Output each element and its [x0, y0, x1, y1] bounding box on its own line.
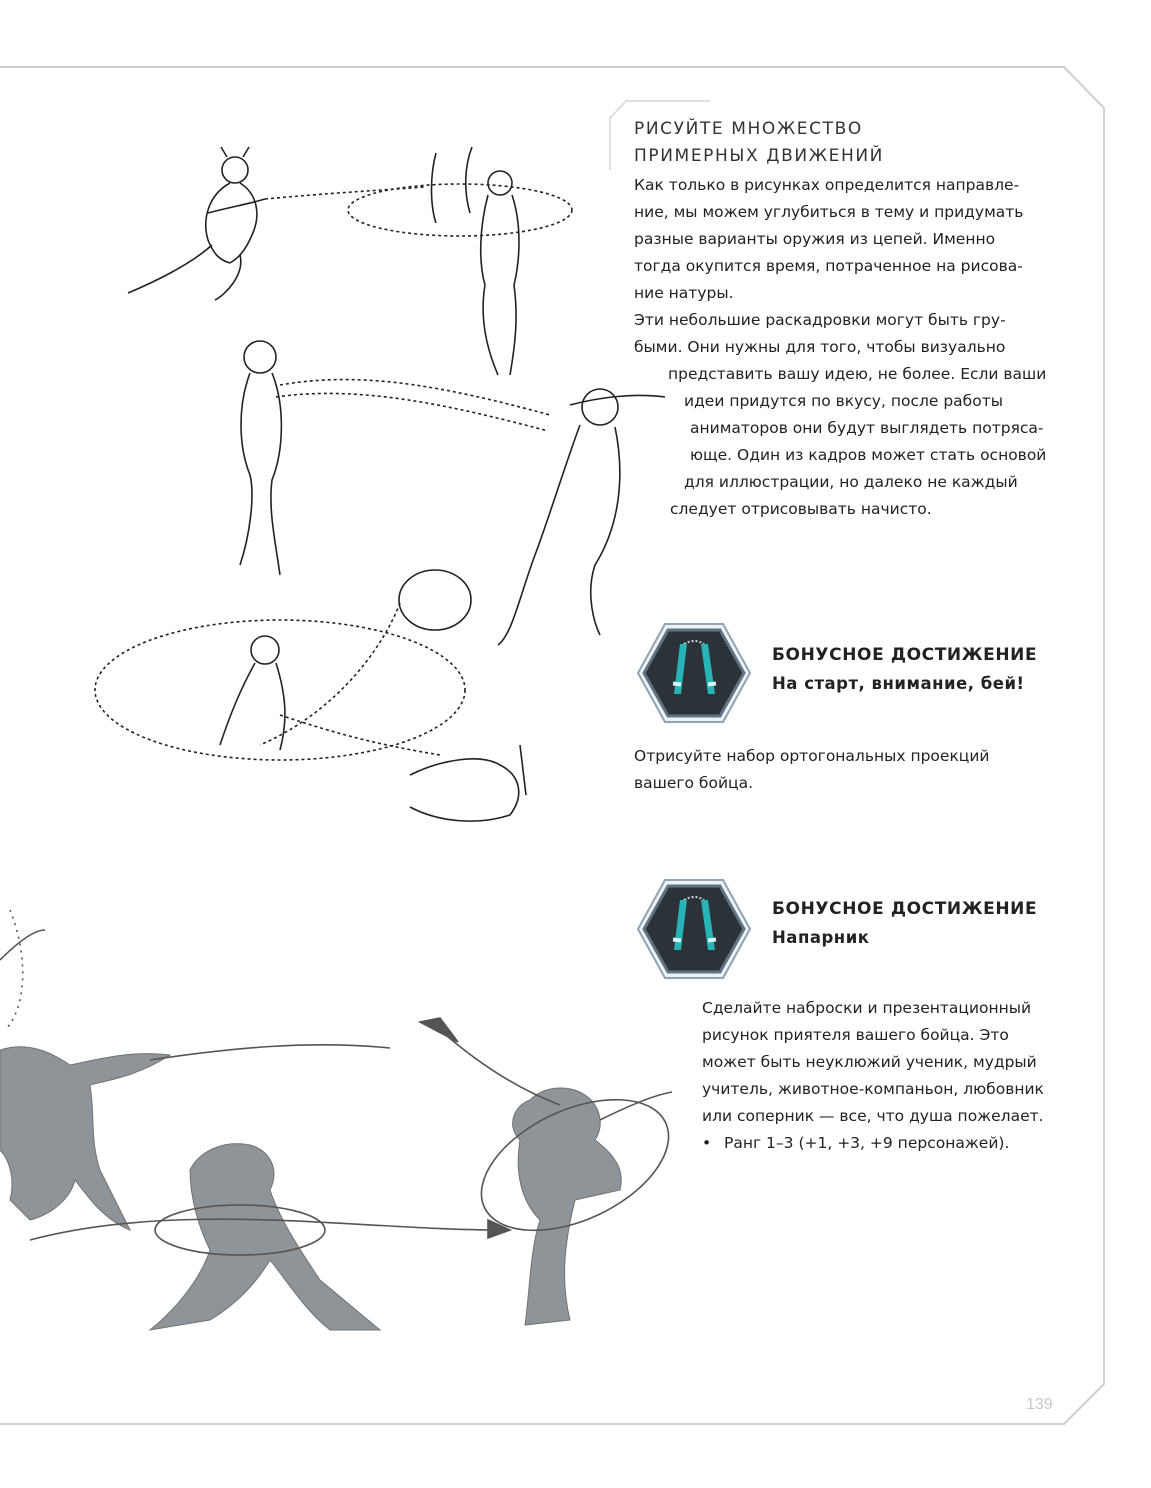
paragraph-line: разные варианты оружия из цепей. Именно [634, 230, 996, 248]
achievement-description-line: может быть неуклюжий ученик, мудрый [702, 1053, 1037, 1071]
paragraph-line: идеи придутся по вкусу, после работы [684, 392, 1003, 410]
bullet-dot-icon: • [702, 1134, 712, 1152]
achievement-name: На старт, внимание, бей! [772, 674, 1025, 693]
page-number: 139 [1026, 1396, 1053, 1413]
achievement-title: БОНУСНОЕ ДОСТИЖЕНИЕ [772, 899, 1038, 919]
achievement-bullet-text: Ранг 1–3 (+1, +3, +9 персонажей). [724, 1134, 1010, 1152]
section-heading-line2: ПРИМЕРНЫХ ДВИЖЕНИЙ [634, 146, 884, 166]
paragraph-line: Эти небольшие раскадровки могут быть гру- [634, 311, 1006, 329]
chain-fighters-sketch [80, 135, 680, 855]
achievement-description-line: Сделайте наброски и презентационный [702, 999, 1032, 1017]
paragraph-line: аниматоров они будут выглядеть потряса- [690, 419, 1044, 437]
paragraph-line: юще. Один из кадров может стать основой [690, 446, 1047, 464]
achievement-description-line: Отрисуйте набор ортогональных проекций [634, 747, 990, 765]
section-heading [634, 116, 1074, 170]
section-heading-line1: РИСУЙТЕ МНОЖЕСТВО [634, 119, 863, 139]
paragraph-line: ние, мы можем углубиться в тему и придумать [634, 203, 1024, 221]
paragraph-line: быми. Они нужны для того, чтобы визуально [634, 338, 1006, 356]
paragraph-line: ние натуры. [634, 284, 734, 302]
achievement-title: БОНУСНОЕ ДОСТИЖЕНИЕ [772, 645, 1038, 665]
paragraph-line: Как только в рисунках определится направле- [634, 176, 1020, 194]
achievement-description-line: учитель, животное-компаньон, любовник [702, 1080, 1044, 1098]
achievement-name: Напарник [772, 928, 870, 947]
achievement-badge [636, 878, 752, 980]
achievement-description-line: рисунок приятеля вашего бойца. Это [702, 1026, 1009, 1044]
paragraph-line: тогда окупится время, потраченное на рисова- [634, 257, 1023, 275]
paragraph-line: для иллюстрации, но далеко не каждый [684, 473, 1018, 491]
achievement-description-line: или соперник — все, что душа пожелает. [702, 1107, 1044, 1125]
achievement-description-line: вашего бойца. [634, 774, 753, 792]
achievement-bullet [702, 1130, 1009, 1157]
grey-figures-sketch [0, 900, 690, 1340]
paragraph-line: представить вашу идею, не более. Если ваши [668, 365, 1047, 383]
paragraph-line: следует отрисовывать начисто. [670, 500, 932, 518]
achievement-badge [636, 622, 752, 724]
